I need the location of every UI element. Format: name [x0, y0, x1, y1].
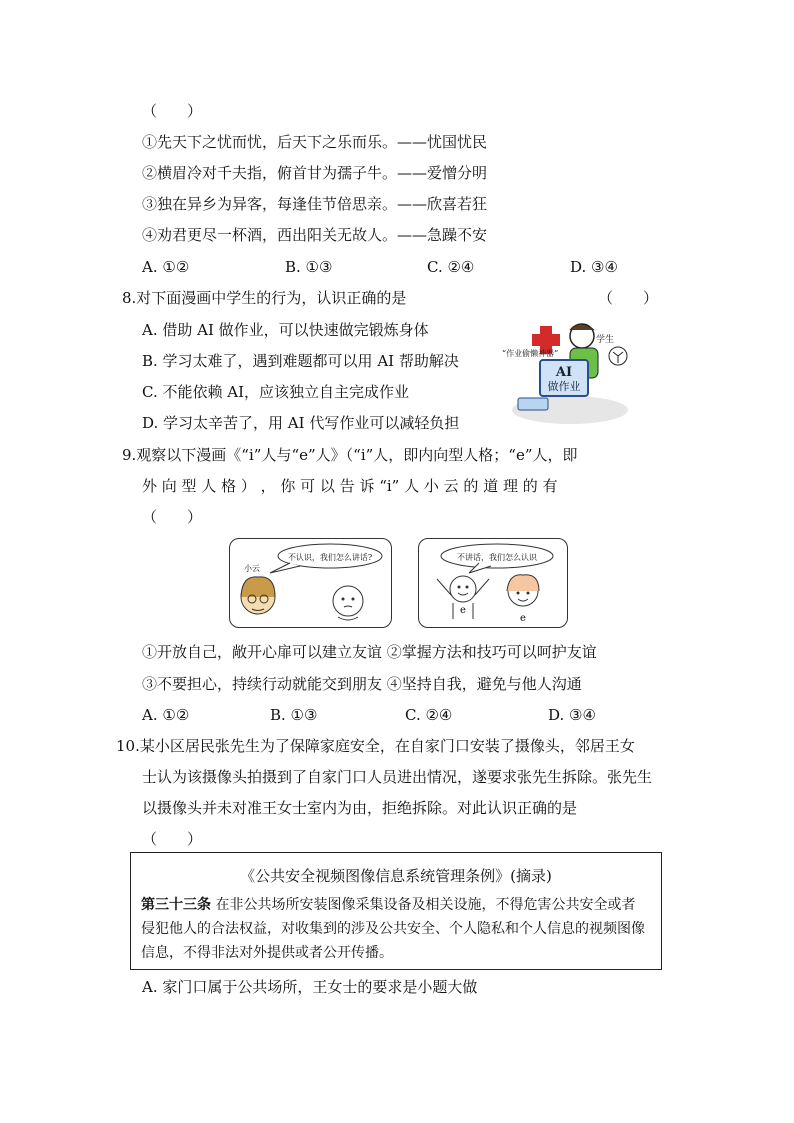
q10-regulation-excerpt	[130, 852, 662, 970]
q10-stem-line2: 士认为该摄像头拍摄到了自家门口人员进出情况，遂要求张先生拆除。张先生	[142, 768, 653, 786]
q9-items-line2: ③不要担心，持续行动就能交到朋友 ④坚持自我，避免与他人沟通	[142, 675, 582, 693]
q7-option-d: D. ③④	[570, 258, 618, 276]
q8-answer-paren: （ ）	[598, 289, 659, 307]
q9-right-bubble: 不讲话，我们怎么认识	[457, 553, 537, 562]
q8-student-label: 学生	[596, 335, 615, 345]
q8-screen-line1: AI	[555, 365, 573, 380]
q7-option-b: B. ①③	[285, 258, 333, 276]
q10-stem-line3: 以摄像头并未对准王女士室内为由，拒绝拆除。对此认识正确的是	[142, 799, 578, 817]
q9-option-b: B. ①③	[270, 706, 318, 724]
q8-option-b: B. 学习太难了，遇到难题都可以用 AI 帮助解决	[142, 352, 459, 370]
q8-option-c: C. 不能依赖 AI，应该独立自主完成作业	[142, 383, 410, 401]
q9-option-d: D. ③④	[548, 706, 596, 724]
q8-option-a: A. 借助 AI 做作业，可以快速做完锻炼身体	[142, 321, 429, 339]
q9-left-name: 小云	[244, 564, 260, 573]
q9-stem-line2: 外 向 型 人 格 ） ， 你 可 以 告 诉 “i” 人 小 云 的 道 理 的 有	[142, 477, 558, 495]
q9-comic-right	[418, 538, 568, 628]
q10-excerpt-article: 第三十三条	[141, 897, 211, 913]
q10-excerpt-body	[141, 893, 649, 965]
q9-answer-paren: （ ）	[142, 508, 203, 526]
q9-option-a: A. ①②	[142, 706, 190, 724]
q7-answer-paren: （ ）	[142, 102, 203, 120]
q8-cartoon	[500, 318, 635, 428]
q7-item-3: ③独在异乡为异客，每逢佳节倍思亲。——欣喜若狂	[142, 195, 488, 213]
q8-stem: 8.对下面漫画中学生的行为，认识正确的是	[122, 289, 407, 307]
q7-item-1: ①先天下之忧而忧，后天下之乐而乐。——忧国忧民	[142, 133, 488, 151]
q10-option-a: A. 家门口属于公共场所，王女士的要求是小题大做	[142, 978, 478, 996]
q7-option-a: A. ①②	[142, 258, 190, 276]
q8-screen-line2: 做作业	[547, 380, 581, 393]
q9-comic-left	[229, 538, 392, 628]
q9-stem-line1: 9.观察以下漫画《“i”人与“e”人》（“i”人，即内向型人格；“e”人，即	[122, 446, 578, 464]
q9-right-letter1: e	[460, 605, 466, 616]
q10-excerpt-title: 《公共安全视频图像信息系统管理条例》(摘录)	[240, 867, 552, 885]
q8-tool-label: “作业偷懒神器”	[502, 349, 559, 358]
q7-option-c: C. ②④	[427, 258, 475, 276]
q8-option-d: D. 学习太辛苦了，用 AI 代写作业可以减轻负担	[142, 414, 460, 432]
q9-items-line1: ①开放自己，敞开心扉可以建立友谊 ②掌握方法和技巧可以呵护友谊	[142, 643, 597, 661]
q10-answer-paren: （ ）	[142, 830, 203, 848]
q9-option-c: C. ②④	[405, 706, 453, 724]
q9-right-letter2: e	[520, 613, 526, 624]
q9-left-bubble: 不认识，我们怎么讲话?	[287, 553, 373, 562]
q10-stem-line1: 10.某小区居民张先生为了保障家庭安全，在自家门口安装了摄像头，邻居王女	[116, 737, 635, 755]
q7-item-2: ②横眉冷对千夫指，俯首甘为孺子牛。——爱憎分明	[142, 164, 488, 182]
q7-item-4: ④劝君更尽一杯酒，西出阳关无故人。——急躁不安	[142, 226, 488, 244]
q10-excerpt-text: 在非公共场所安装图像采集设备及相关设施，不得危害公共安全或者侵犯他人的合法权益，对收集到的涉及公共安全、个人隐私和个人信息的视频图像信息，不得非法对外提供或者公开传播。	[141, 897, 645, 961]
